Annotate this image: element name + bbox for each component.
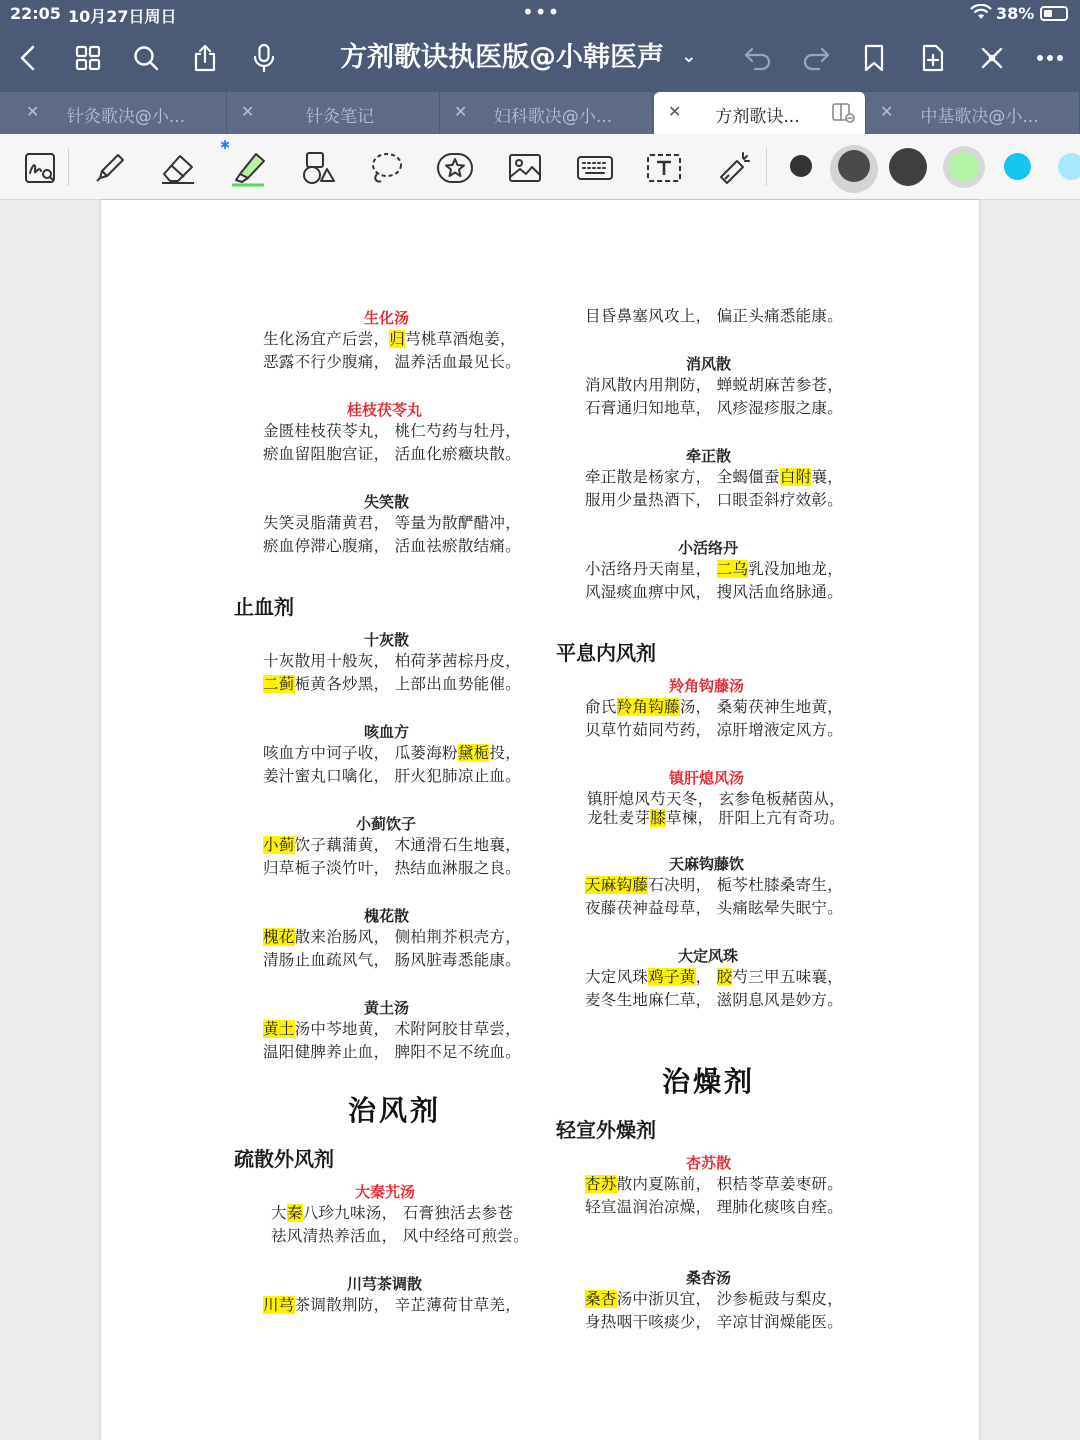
tab-formula-songs[interactable] xyxy=(654,92,866,134)
section-heading: 轻宣外燥剂 xyxy=(556,1118,656,1142)
highlighter-icon[interactable] xyxy=(220,138,270,190)
drawing-toolbar xyxy=(0,134,1080,200)
split-view-icon[interactable] xyxy=(831,102,855,129)
formula-line: 风湿痰血痹中风， 搜风活血络脉通。 xyxy=(585,583,844,601)
formula-title: 大定风珠 xyxy=(678,947,739,965)
chevron-down-icon[interactable]: ⌄ xyxy=(681,46,697,67)
color-swatch-dark-large[interactable] xyxy=(889,148,927,186)
toolbar-divider xyxy=(68,148,69,186)
redo-icon[interactable] xyxy=(796,38,836,78)
tab-label: 针灸歌决@小... xyxy=(66,107,186,127)
tab-basic-theory-songs[interactable] xyxy=(866,92,1080,134)
handwriting-read-icon[interactable] xyxy=(18,146,62,190)
formula-line: 镇肝熄风芍天冬， 玄参龟板赭茵从， xyxy=(587,790,846,808)
formula-title: 黄土汤 xyxy=(364,999,410,1017)
lasso-icon[interactable] xyxy=(364,146,408,190)
document-page[interactable] xyxy=(101,200,979,1440)
formula-line: 龙牡麦芽膝草楝， 肝阳上亢有奇功。 xyxy=(587,809,846,827)
battery-percent: 38% xyxy=(996,4,1035,23)
status-date: 10月27日周日 xyxy=(68,7,177,26)
tab-close-icon[interactable]: ✕ xyxy=(241,102,255,121)
tab-label: 妇科歌决@小... xyxy=(493,107,613,127)
eraser-icon[interactable] xyxy=(156,146,200,190)
shapes-icon[interactable] xyxy=(296,146,340,190)
tab-acupuncture-songs[interactable] xyxy=(12,92,227,134)
toolbar-divider xyxy=(766,148,767,186)
formula-line: 归草栀子淡竹叶， 热结血淋服之良。 xyxy=(263,859,522,877)
tab-label: 方剂歌诀... xyxy=(715,107,800,127)
wifi-icon xyxy=(970,4,992,24)
undo-icon[interactable] xyxy=(738,38,778,78)
section-heading: 疏散外风剂 xyxy=(234,1147,334,1171)
grid-view-icon[interactable] xyxy=(68,38,108,78)
tab-close-icon[interactable]: ✕ xyxy=(668,102,682,121)
color-swatch-light-cyan[interactable] xyxy=(1058,153,1080,180)
formula-line: 金匮桂枝茯苓丸， 桃仁芍药与牡丹， xyxy=(263,422,522,440)
formula-title: 咳血方 xyxy=(364,723,410,741)
laser-pointer-icon[interactable] xyxy=(712,146,756,190)
keyboard-icon[interactable] xyxy=(573,146,617,190)
add-page-icon[interactable] xyxy=(913,38,953,78)
tab-acupuncture-notes[interactable] xyxy=(227,92,440,134)
tab-close-icon[interactable]: ✕ xyxy=(454,102,468,121)
formula-line: 瘀血停滞心腹痛， 活血祛瘀散结痛。 xyxy=(263,537,522,555)
formula-title: 生化汤 xyxy=(364,309,410,327)
formula-title: 桑杏汤 xyxy=(686,1269,732,1287)
chapter-heading: 治风剂 xyxy=(348,1094,442,1127)
formula-title: 牵正散 xyxy=(686,447,732,465)
formula-line: 川芎茶调散荆防， 辛芷薄荷甘草羌， xyxy=(263,1296,522,1314)
formula-line: 祛风清热养活血， 风中经络可煎尝。 xyxy=(271,1227,530,1245)
multitask-dots-icon[interactable]: ••• xyxy=(522,0,561,24)
formula-title: 小活络丹 xyxy=(678,539,739,557)
app-header xyxy=(0,0,1080,92)
formula-line: 温阳健脾养止血， 脾阳不足不统血。 xyxy=(263,1043,522,1061)
formula-title: 失笑散 xyxy=(364,493,410,511)
formula-line: 俞氏羚角钩藤汤， 桑菊茯神生地黄， xyxy=(585,698,844,716)
formula-line: 牵正散是杨家方， 全蝎僵蚕白附襄， xyxy=(585,468,844,486)
formula-line: 天麻钩藤石决明， 栀芩杜膝桑寄生， xyxy=(585,876,844,894)
status-bar xyxy=(0,0,1080,28)
formula-line: 十灰散用十般灰， 柏荷茅茜棕丹皮， xyxy=(263,652,522,670)
formula-line: 夜藤茯神益母草， 头痛眩晕失眠宁。 xyxy=(585,899,844,917)
formula-line: 黄土汤中芩地黄， 术附阿胶甘草尝， xyxy=(263,1020,522,1038)
formula-title: 镇肝熄风汤 xyxy=(669,769,745,787)
color-swatch-black-small[interactable] xyxy=(790,155,812,177)
formula-line: 瘀血留阻胞宫证， 活血化瘀癥块散。 xyxy=(263,445,522,463)
tab-close-icon[interactable]: ✕ xyxy=(880,102,894,121)
formula-title: 十灰散 xyxy=(364,631,410,649)
formula-line: 生化汤宜产后尝，归芎桃草酒炮姜， xyxy=(263,330,516,348)
color-swatch-green[interactable] xyxy=(949,152,979,182)
status-time: 22:05 xyxy=(10,4,61,23)
document-title-text: 方剂歌诀执医版@小韩医声 xyxy=(340,42,664,73)
formula-line: 贝草竹茹同芍药， 凉肝增液定风方。 xyxy=(585,721,844,739)
formula-title: 天麻钩藤饮 xyxy=(669,855,745,873)
formula-line: 姜汁蜜丸口噙化， 肝火犯肺凉止血。 xyxy=(263,767,522,785)
battery-icon xyxy=(1040,6,1068,21)
pen-icon[interactable] xyxy=(88,146,132,190)
formula-title: 川芎茶调散 xyxy=(347,1275,423,1293)
formula-line: 轻宣温润治凉燥， 理肺化痰咳自痊。 xyxy=(585,1198,844,1216)
bookmark-icon[interactable] xyxy=(854,38,894,78)
formula-title: 大秦艽汤 xyxy=(355,1183,416,1201)
share-icon[interactable] xyxy=(185,38,225,78)
color-swatch-cyan[interactable] xyxy=(1004,153,1031,180)
back-icon[interactable] xyxy=(8,38,48,78)
more-icon[interactable] xyxy=(1030,38,1070,78)
tab-gynecology-songs[interactable] xyxy=(440,92,653,134)
formula-line: 二蓟栀黄各炒黑， 上部出血势能催。 xyxy=(263,675,522,693)
formula-title: 羚角钩藤汤 xyxy=(669,677,745,695)
formula-line: 小活络丹天南星， 二乌乳没加地龙， xyxy=(585,560,844,578)
formula-title: 消风散 xyxy=(686,355,732,373)
formula-title: 槐花散 xyxy=(364,907,410,925)
formula-line: 石膏通归知地草， 风疹湿疹服之康。 xyxy=(585,399,844,417)
formula-title: 桂枝茯苓丸 xyxy=(347,401,423,419)
formula-line: 服用少量热酒下， 口眼歪斜疗效彰。 xyxy=(585,491,844,509)
document-title[interactable] xyxy=(340,38,697,81)
formula-line: 杏苏散内夏陈前， 枳桔苓草姜枣研。 xyxy=(585,1175,844,1193)
section-heading: 平息内风剂 xyxy=(556,641,656,665)
microphone-icon[interactable] xyxy=(244,38,284,78)
sticker-icon[interactable] xyxy=(433,146,477,190)
formula-line: 消风散内用荆防， 蝉蜕胡麻苦参苍， xyxy=(585,376,844,394)
formula-line: 大定风珠鸡子黄， 胶芍三甲五味襄， xyxy=(585,968,844,986)
bluetooth-icon: ✱ xyxy=(220,138,231,152)
color-swatch-dark-medium[interactable] xyxy=(838,150,870,182)
formula-title: 小蓟饮子 xyxy=(356,815,417,833)
search-icon[interactable] xyxy=(126,38,166,78)
tab-close-icon[interactable]: ✕ xyxy=(26,102,40,121)
image-icon[interactable] xyxy=(503,146,547,190)
formula-line: 身热咽干咳痰少， 辛凉甘润燥能医。 xyxy=(585,1313,844,1331)
section-heading: 止血剂 xyxy=(234,595,294,619)
formula-line: 麦冬生地麻仁草， 滋阴息风是妙方。 xyxy=(585,991,844,1009)
formula-line: 槐花散来治肠风， 侧柏荆芥枳壳方， xyxy=(263,928,522,946)
tab-bar xyxy=(0,92,1080,134)
close-toolbar-icon[interactable] xyxy=(972,38,1012,78)
text-box-icon[interactable] xyxy=(642,146,686,190)
formula-line: 桑杏汤中浙贝宜， 沙参栀豉与梨皮， xyxy=(585,1290,844,1308)
formula-line: 清肠止血疏风气， 肠风脏毒悉能康。 xyxy=(263,951,522,969)
tab-label: 针灸笔记 xyxy=(306,107,374,127)
chapter-heading: 治燥剂 xyxy=(662,1065,756,1098)
formula-title: 杏苏散 xyxy=(686,1154,732,1172)
formula-line: 大秦八珍九味汤， 石膏独活去参苍 xyxy=(271,1204,514,1222)
formula-line: 咳血方中诃子收， 瓜蒌海粉黛栀投， xyxy=(263,744,522,762)
formula-line: 恶露不行少腹痛， 温养活血最见长。 xyxy=(263,353,522,371)
formula-line: 失笑灵脂蒲黄君， 等量为散酽醋冲， xyxy=(263,514,522,532)
formula-line: 小蓟饮子藕蒲黄， 木通滑石生地襄， xyxy=(263,836,522,854)
tab-label: 中基歌决@小... xyxy=(920,107,1039,127)
formula-line: 目昏鼻塞风攻上， 偏正头痛悉能康。 xyxy=(585,307,844,325)
